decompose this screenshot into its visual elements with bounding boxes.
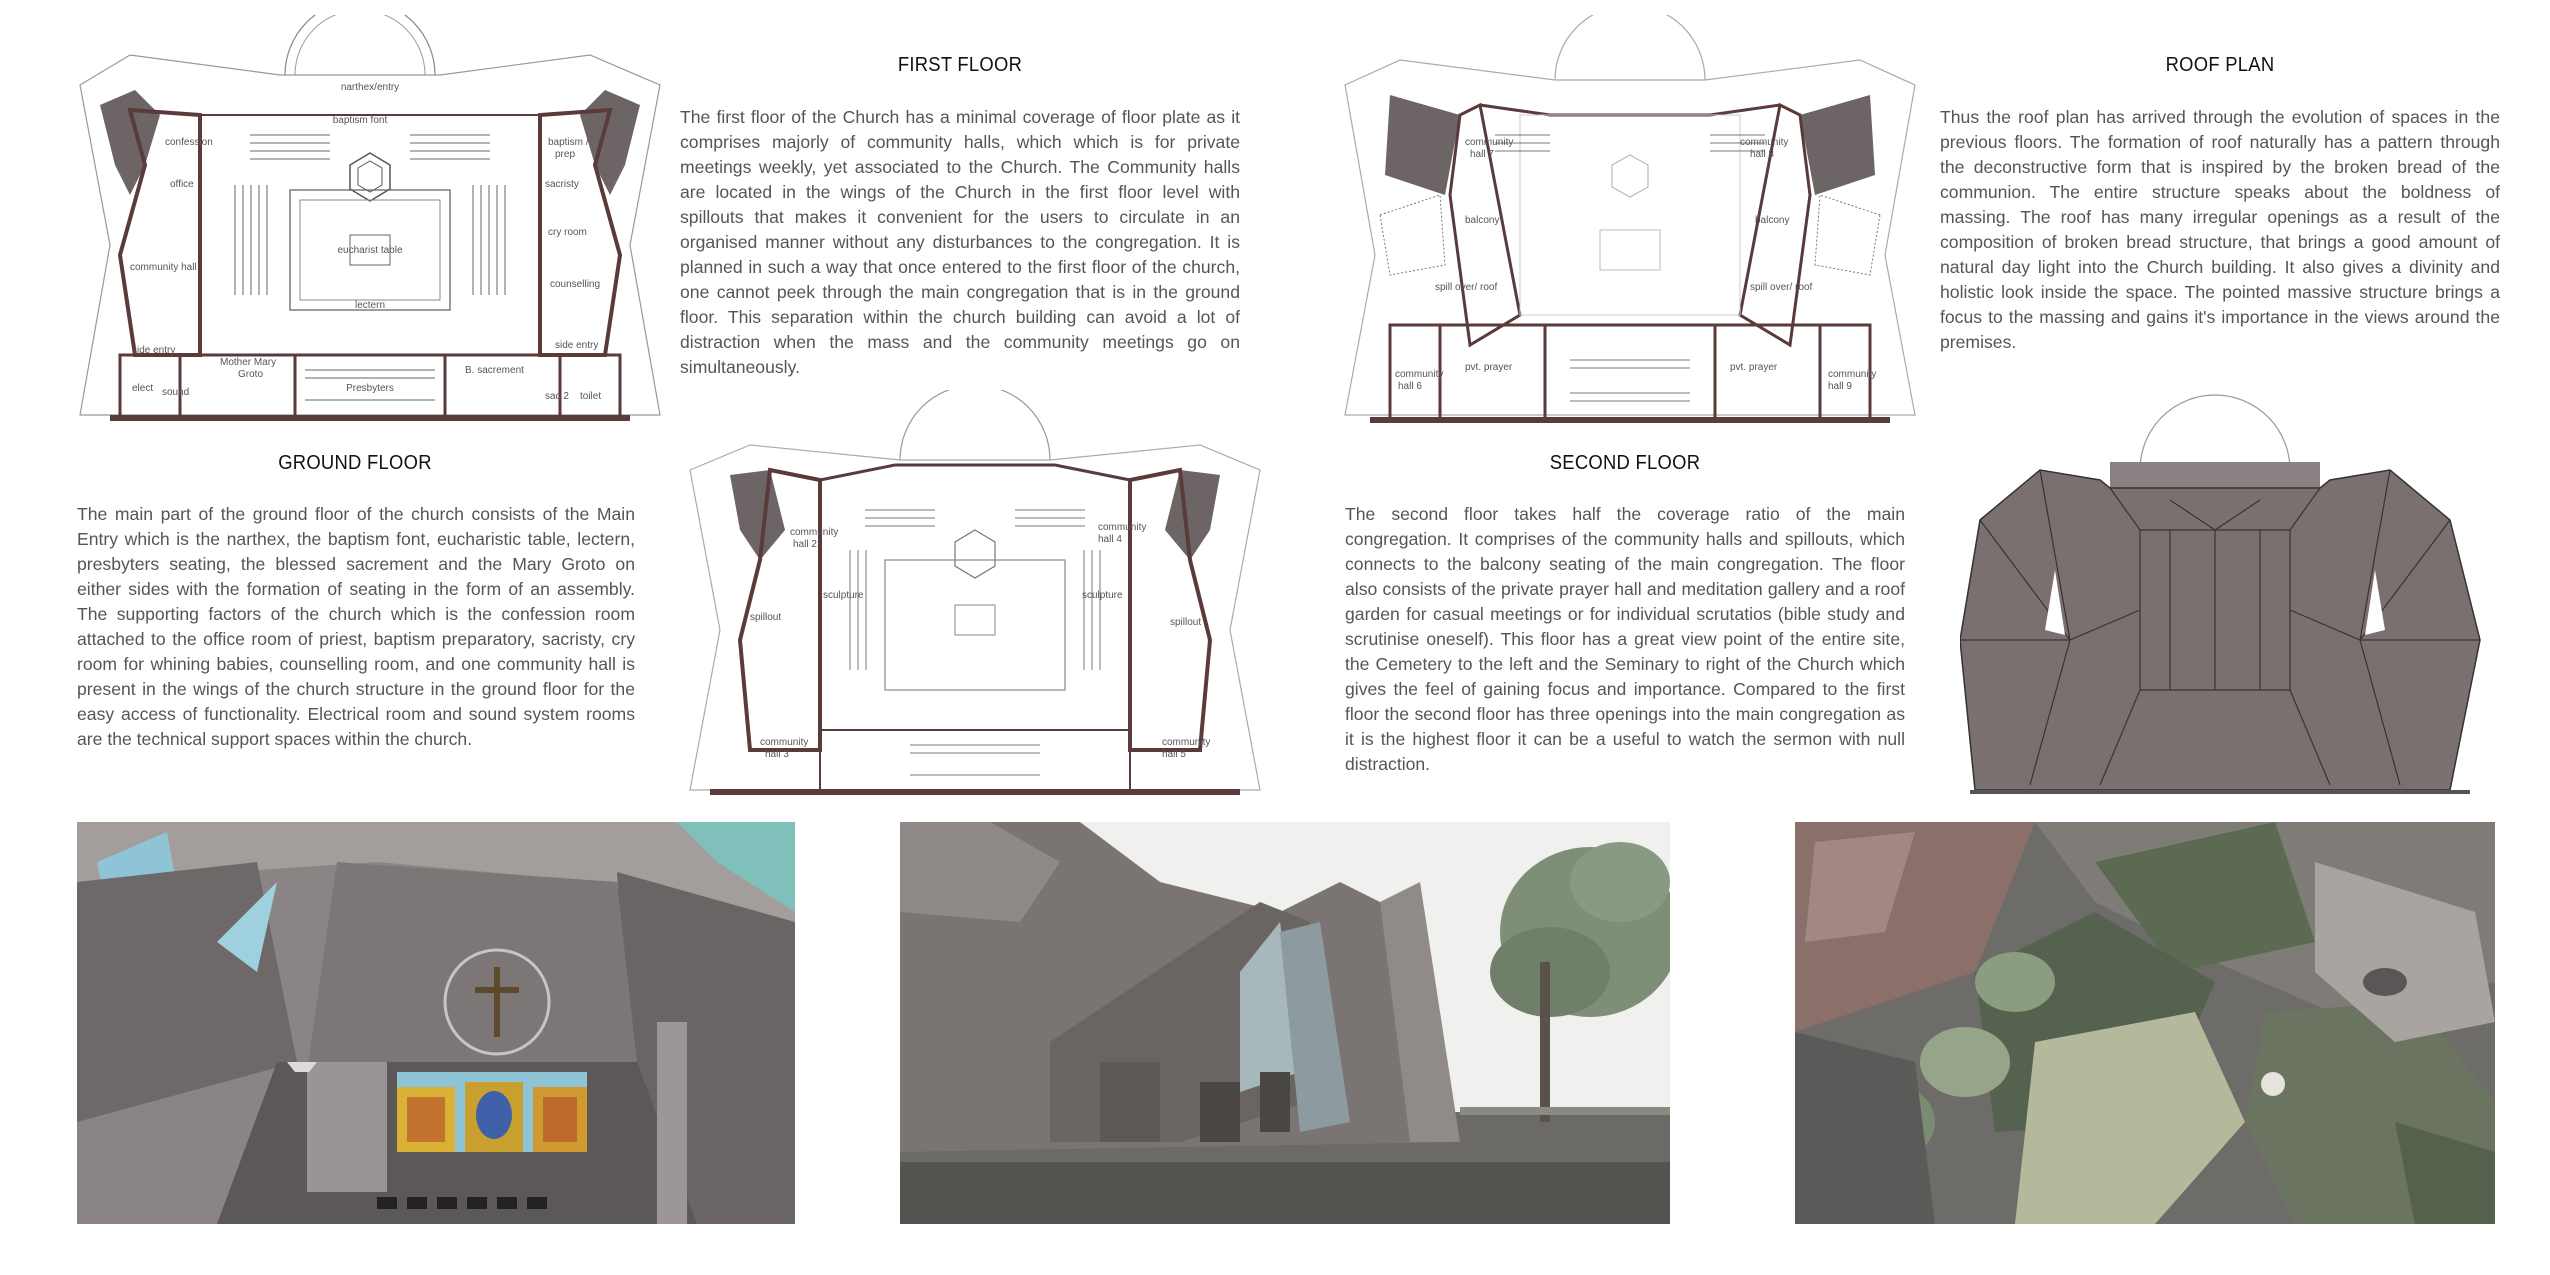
label-counselling: counselling bbox=[550, 279, 601, 290]
label-baptism-prep: baptism / bbox=[548, 137, 589, 148]
second-floor-title: SECOND FLOOR bbox=[1549, 452, 1701, 474]
second-floor-plan bbox=[1330, 15, 1930, 425]
label-sculpture-right: sculpture bbox=[1082, 590, 1123, 601]
ground-floor-plan bbox=[70, 15, 670, 425]
label-toilet: toilet bbox=[580, 391, 602, 402]
label-community-hall-9: community bbox=[1828, 369, 1877, 380]
first-floor-plan bbox=[680, 390, 1270, 800]
label-lectern: lectern bbox=[354, 300, 386, 311]
label-spillout-left: spillout bbox=[750, 612, 782, 623]
label-community-hall-9b: hall 9 bbox=[1828, 381, 1852, 392]
label-b-sacrement: B. sacrement bbox=[465, 365, 524, 376]
label-community-hall-7: community bbox=[1465, 137, 1514, 148]
label-community-hall-2b: hall 2 bbox=[793, 539, 817, 550]
ground-floor-title: GROUND FLOOR bbox=[278, 452, 432, 474]
label-office: office bbox=[170, 179, 194, 190]
label-pvt-prayer-right: pvt. prayer bbox=[1730, 362, 1778, 373]
label-spillout-right: spillout bbox=[1170, 617, 1202, 628]
label-balcony-right: balcony bbox=[1755, 215, 1790, 226]
label-eucharist-table: eucharist table bbox=[337, 245, 403, 256]
label-spill-left: spill over/ roof bbox=[1435, 282, 1498, 293]
label-community-hall: community hall bbox=[130, 262, 197, 273]
label-sculpture-left: sculpture bbox=[823, 590, 864, 601]
roof-plan-title: ROOF PLAN bbox=[2165, 54, 2275, 76]
label-community-hall-2: community bbox=[790, 527, 839, 538]
first-floor-text: The first floor of the Church has a minimal coverage of floor plate as it comprises majorly of community halls, which which is for private meetings weekly, yet associated to the Church. The Community halls are located in the wings of the Church in the first floor level with spillouts that makes it convenient for the users to circulate in an organised manner without any disturbances to the congregation. It is planned in such a way that once entered to the first floor of the church, one cannot peek through the main congregation that is in the ground floor. This separation within the church building can avoid a lot of distraction when the mass and the community meetings go on simultaneously. bbox=[680, 107, 1240, 377]
label-community-hall-4b: hall 4 bbox=[1098, 534, 1122, 545]
label-cry-room: cry room bbox=[548, 227, 587, 238]
label-mary-groto-2: Groto bbox=[238, 369, 264, 380]
exterior-render bbox=[900, 822, 1670, 1224]
roof-plan-drawing bbox=[1960, 390, 2520, 800]
label-community-hall-8b: hall 8 bbox=[1750, 149, 1774, 160]
second-floor-text: The second floor takes half the coverage ratio of the main congregation. It comprises of the community halls and spillouts, which connects to the balcony seating of the main congregation. The floor also consists of the private prayer hall and meditation gallery and a roof garden for casual meetings or for individual scrutatios (bible study and scrutinise oneself). This floor has a great view point of the entire site, the Cemetery to the left and the Seminary to right of the Church which gives the feel of gaining focus and importance. Compared to the first floor the second floor has three openings into the main congregation as it is the highest floor it can be a useful to watch the sermon with null distraction. bbox=[1345, 504, 1905, 774]
label-community-hall-6b: hall 6 bbox=[1398, 381, 1422, 392]
label-pvt-prayer-left: pvt. prayer bbox=[1465, 362, 1513, 373]
aerial-render bbox=[1795, 822, 2495, 1224]
ground-floor-text: The main part of the ground floor of the church consists of the Main Entry which is the narthex, the baptism font, eucharistic table, lectern, presbyters seating, the blessed sacrement and the Mary Groto on either sides with the formation of seating in the form of an assembly. The supporting factors of the church which is the confession room attached to the office room of priest, baptism preparatory, sacristy, cry room for whining babies, counselling room, and one community hall is present in the wings of the church structure in the ground floor for the easy access of functionality. Electrical room and sound system rooms are the technical support spaces within the church. bbox=[77, 504, 635, 749]
label-sac2: sac 2 bbox=[545, 391, 569, 402]
label-mary-groto-1: Mother Mary bbox=[220, 357, 277, 368]
label-community-hall-7b: hall 7 bbox=[1470, 149, 1494, 160]
label-balcony-left: balcony bbox=[1465, 215, 1500, 226]
label-baptism-font: baptism font bbox=[332, 115, 388, 126]
label-community-hall-3b: hall 3 bbox=[765, 749, 789, 760]
label-elect: elect bbox=[132, 383, 154, 394]
label-community-hall-4: community bbox=[1098, 522, 1147, 533]
label-sacristy: sacristy bbox=[545, 179, 579, 190]
label-side-entry-left: side entry bbox=[132, 345, 176, 356]
roof-plan-text: Thus the roof plan has arrived through the evolution of spaces in the previous floors. The formation of roof naturally has a pattern through the deconstructive form that is inspired by the broken bread of the communion. The entire structure speaks about the boldness of massing. The roof has many irregular openings as a result of the composition of broken bread structure, that brings a good amount of natural day light into the Church building. It also gives a divinity and holistic look inside the space. The pointed massive structure brings a focus to the massing and gains it's importance in the views around the premises. bbox=[1940, 107, 2500, 352]
label-sound: sound bbox=[162, 387, 190, 398]
label-community-hall-6: community bbox=[1395, 369, 1444, 380]
label-confession: confession bbox=[165, 137, 213, 148]
label-community-hall-3: community bbox=[760, 737, 809, 748]
label-community-hall-5: community bbox=[1162, 737, 1211, 748]
label-community-hall-5b: hall 5 bbox=[1162, 749, 1186, 760]
interior-render bbox=[77, 822, 795, 1224]
label-side-entry-right: side entry bbox=[555, 340, 599, 351]
first-floor-title: FIRST FLOOR bbox=[897, 54, 1023, 76]
label-spill-right: spill over/ roof bbox=[1750, 282, 1813, 293]
label-narthex: narthex/entry bbox=[340, 82, 400, 93]
label-baptism-prep-2: prep bbox=[555, 149, 576, 160]
label-community-hall-8: community bbox=[1740, 137, 1789, 148]
label-presbyters: Presbyters bbox=[346, 383, 394, 394]
